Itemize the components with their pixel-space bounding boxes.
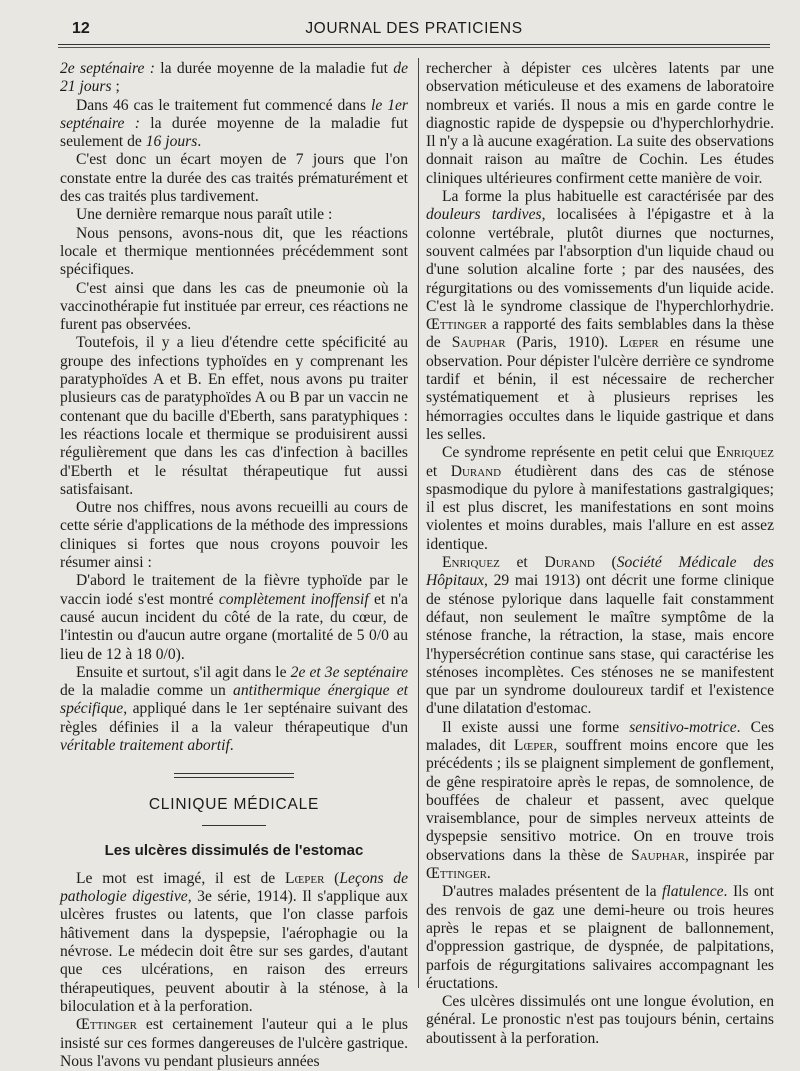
paragraph (60, 664, 408, 755)
text-span: Le mot est imagé, il est de (76, 869, 285, 887)
author-name: Lœper (284, 869, 325, 887)
italic-span: 2e septénaire : (60, 60, 155, 77)
page-header (58, 18, 770, 42)
text-span: de la maladie comme un (60, 682, 234, 700)
paragraph (60, 97, 408, 152)
author-name: Durand (544, 554, 595, 572)
author-name: Enriquez (716, 444, 774, 462)
author-name: Œttinger (426, 316, 487, 334)
italic-span: sensitivo-motrice (629, 718, 737, 736)
text-span: , souffrent moins encore que les précédents ; ils se plaignent simplement de gonflement, de gêne respiratoire après le repas, de somnolence, de bouffées de chaleur et passent, avec quelque vraisemblance, pour de simples nerveux atteints de dyspepsie sensitivo motrice. On en trouve trois observations dans la thèse de (426, 736, 774, 864)
text-span: . (486, 865, 491, 883)
header-rule-thin (58, 47, 770, 48)
short-rule (202, 825, 266, 826)
section-title: CLINIQUE MÉDICALE (148, 796, 320, 814)
text-span: , localisées à l'épigastre et à la colonne vertébrale, plutôt diurnes que nocturnes, souvent calmées par l'absorption d'un liquide chaud ou d'une solution alcaline forte ; par des nausées, des régurgitations ou des vomissements d'un liquide acide. C'est là le syndrome classique de l'hyperchlorhydrie. (426, 206, 774, 315)
author-name: Sauphar (631, 846, 685, 864)
paragraph (426, 883, 774, 993)
paragraph: Ces ulcères dissimulés ont une longue évolution, en général. Le pronostic n'est pas toujours bénin, certains aboutissent à la perforation. (426, 993, 774, 1047)
italic-span: flatulence (662, 883, 724, 901)
italic-span: 16 jours (145, 133, 198, 151)
paragraph: C'est ainsi que dans les cas de pneumonie où la vaccinothérapie fut instituée par erreur, ces réactions ne furent pas observées. (60, 279, 408, 334)
author-name: Enriquez (442, 554, 500, 572)
paragraph (426, 719, 774, 884)
italic-span: Société Médicale des Hôpitaux (426, 554, 774, 590)
italic-span: véritable traitement abortif (60, 736, 230, 754)
paragraph (426, 554, 774, 719)
italic-span: le 1er septénaire : (60, 96, 408, 132)
text-span: Dans 46 cas le traitement fut commencé dans (76, 96, 371, 114)
text-span: . (197, 133, 202, 151)
paragraph: rechercher à dépister ces ulcères latents par une observation méticuleuse et des examens de laboratoire nombreux et variés. Il nous a mis en garde contre le diagnostic rapide de dyspepsie ou d'hyperchlorhydrie. Il n'y a là aucune exagération. La suite des observations donnait raison au maître de Cochin. Les études cliniques ultérieures confirment cette manière de voir. (426, 60, 774, 187)
paragraph (60, 572, 408, 663)
text-span: Ce syndrome représente en petit celui que (442, 444, 717, 462)
italic-span: antithermique énergique et spécifique (60, 682, 409, 718)
author-name: Sauphar (451, 334, 506, 352)
page-number: 12 (72, 20, 90, 37)
author-name: Œttinger (76, 1016, 137, 1034)
paragraph: Outre nos chiffres, nous avons recueilli au cours de cette série d'applications de la méthode des impressions cliniques si fortes que nous croyons pouvoir les résumer ainsi : (60, 499, 408, 572)
text-span: D'autres malades présentent de la (442, 883, 663, 901)
italic-span: 2e et 3e septénaire (290, 663, 409, 681)
text-span: Il existe aussi une forme (442, 718, 630, 736)
paragraph (426, 188, 774, 444)
text-span: (Paris, 1910). (505, 334, 620, 352)
text-span: . Ils ont des renvois de gaz une demi-heure ou trois heures après le repas et se plaignent de ballonnement, d'oppression gastrique, de dyspnée, de palpitations, parfois de régurgitations salivaires accompagnant les éructations. (426, 883, 774, 992)
paragraph: Nous pensons, avons-nous dit, que les réactions locale et thermique mentionnées précédemment sont spécifiques. (60, 224, 408, 279)
paragraph (60, 60, 408, 97)
text-span: . Ces malades, dit (426, 718, 775, 754)
text-span: . (229, 736, 234, 754)
text-span: ( (324, 869, 340, 887)
paragraph (426, 444, 774, 554)
column-divider (418, 58, 419, 988)
paragraph: Une dernière remarque nous paraît utile : (76, 206, 333, 224)
separator-rule-thin (174, 777, 294, 778)
paragraph: C'est donc un écart moyen de 7 jours que l'on constate entre la durée des cas traités prématurément et des cas traités plus tardivement. (60, 151, 408, 206)
text-span: ( (594, 554, 617, 572)
text-span: , 3e série, 1914). Il s'applique aux ulcères frustes ou latents, que l'on classe parfois hâtivement dans la dyspepsie, l'aérophagie ou la névrose. Le médecin doit être sur ses gardes, d'autant que ces ulcérations, en raison des erreurs thérapeutiques, peuvent aboutir à la sténose, à la biloculation et à la perforation. (60, 888, 408, 1015)
text-span: étudièrent dans des cas de sténose spasmodique du pylore à manifestations gastralgiques; il est plus discret, les manifestations en sont moins violentes et moins durables, mais l'allure en est assez identique. (426, 462, 774, 553)
text-span: , inspirée par (684, 846, 774, 864)
text-span: D'abord le traitement de la fièvre typhoïde par le vaccin iodé s'est montré (60, 572, 408, 608)
text-span: a rapporté des faits semblables dans la thèse de (426, 316, 774, 352)
italic-span: Leçons de pathologie digestive (60, 869, 408, 906)
text-span: ; (111, 78, 120, 96)
paragraph: Toutefois, il y a lieu d'étendre cette spécificité au groupe des infections typhoïdes en y comprenant les paratyphoïdes A et B. En effet, nous avons pu traiter plusieurs cas de paratyphoïdes A ou B par un vaccin ne contenant que du bacille d'Eberth, sans paratyphiques : les réactions locale et thermique se produisirent aussi régulièrement que dans les cas d'infection à bacilles d'Eberth et le résultat thérapeutique fut aussi satisfaisant. (60, 334, 408, 498)
author-name: Lœper (619, 334, 659, 352)
left-column (60, 60, 408, 1071)
author-name: Lœper (513, 736, 554, 754)
text-span: la durée moyenne de la maladie fut (154, 60, 394, 77)
text-span: Ensuite et surtout, s'il agit dans le (76, 663, 291, 681)
author-name: Œttinger (426, 865, 487, 883)
italic-span: complètement inoffensif (218, 590, 369, 608)
text-span: et n'a causé aucun incident du côté de la rate, du cœur, de l'intestin ou d'aucun autre organe (mortalité de 5 0/0 au lieu de 12 à 18 0/0). (60, 590, 408, 663)
right-column (426, 60, 774, 1048)
text-span: La forme la plus habituelle est caractérisée par des (442, 188, 774, 206)
text-span: et (426, 462, 451, 480)
author-name: Durand (450, 462, 502, 480)
text-span: est certainement l'auteur qui a le plus insisté sur ces formes dangereuses de l'ulcère gastrique. Nous l'avons vu pendant plusieurs années (60, 1016, 408, 1070)
section-separator (174, 773, 294, 778)
text-span: la durée moyenne de la maladie fut seulement de (60, 114, 409, 151)
text-span: , 29 mai 1913) ont décrit une forme clinique de sténose pylorique dans laquelle fait constamment défaut, non seulement le maître symptôme de la sténose franche, la rétraction, la stase, mais encore l'hypersécrétion continue sans stase, qui caractérise les sténoses incomplètes. Ces sténoses ne se manifestent que par un syndrome douloureux tardif et l'existence d'une dilatation d'estomac. (426, 572, 774, 718)
separator-rule-thick (174, 773, 294, 774)
paragraph (60, 870, 408, 1016)
running-title: JOURNAL DES PRATICIENS (305, 20, 523, 37)
paragraph (60, 1016, 408, 1071)
text-span: , appliqué dans le 1er septénaire suivant des règles définies il a la valeur thérapeutique d'un (60, 700, 408, 736)
italic-span: douleurs tardives (426, 206, 542, 224)
article-title: Les ulcères dissimulés de l'estomac (104, 841, 364, 859)
text-span: en résume une observation. Pour dépister l'ulcère derrière ce syndrome tardif et bénin, il est nécessaire de rechercher systématiquement et à plusieurs reprises les hémorragies occultes dans le liquide gastrique et dans les selles. (426, 334, 774, 443)
header-rule (58, 44, 770, 45)
text-span: et (499, 554, 545, 572)
italic-span: de 21 jours (60, 60, 408, 96)
